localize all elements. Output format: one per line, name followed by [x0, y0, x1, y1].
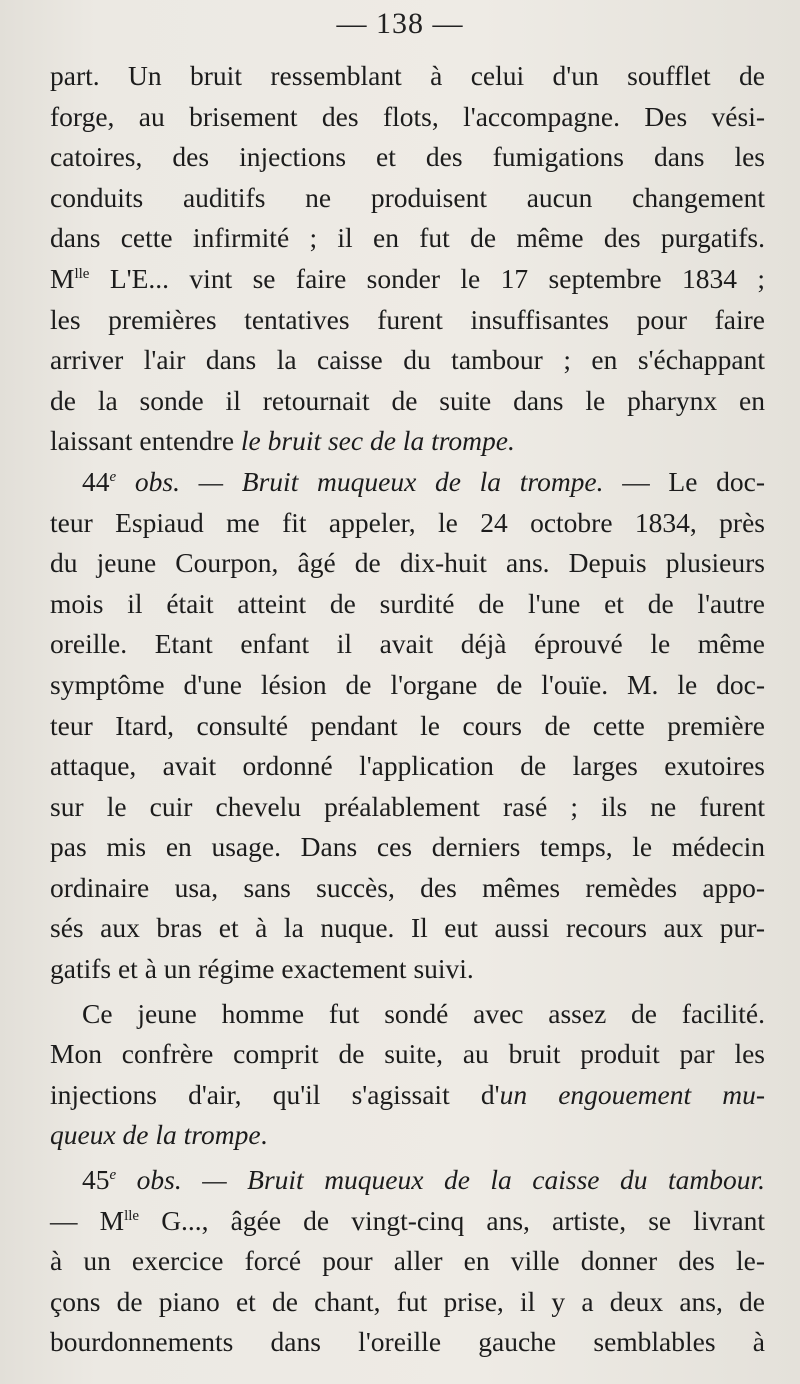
- text-line: ordinaire usa, sans succès, des mêmes remèdes appo-: [50, 871, 765, 903]
- text-line: Ce jeune homme fut sondé avec assez de facilité.: [82, 997, 765, 1029]
- text-line: les premières tentatives furent insuffisantes pour faire: [50, 303, 765, 335]
- text-line: symptôme d'une lésion de l'organe de l'ouïe. M. le doc-: [50, 668, 765, 700]
- text-line: teur Itard, consulté pendant le cours de cette première: [50, 709, 765, 741]
- text-line: çons de piano et de chant, fut prise, il y a deux ans, de: [50, 1285, 765, 1317]
- text-line: dans cette infirmité ; il en fut de même des purgatifs.: [50, 222, 765, 254]
- text-line: du jeune Courpon, âgé de dix-huit ans. Depuis plusieurs: [50, 547, 765, 579]
- text-line: injections d'air, qu'il s'agissait d'un engouement mu-: [50, 1078, 765, 1110]
- text-line: arriver l'air dans la caisse du tambour ; en s'échappant: [50, 344, 765, 376]
- text-line: attaque, avait ordonné l'application de larges exutoires: [50, 750, 765, 782]
- text-line: bourdonnements dans l'oreille gauche semblables à: [50, 1326, 765, 1358]
- observation-heading-45: 45e obs. — Bruit muqueux de la caisse du tambour.: [82, 1164, 765, 1196]
- text-line: à un exercice forcé pour aller en ville donner des le-: [50, 1245, 765, 1277]
- text-line: forge, au brisement des flots, l'accompagne. Des vési-: [50, 100, 765, 132]
- page-text: [50, 56, 765, 1363]
- text-line: teur Espiaud me fit appeler, le 24 octobre 1834, près: [50, 506, 765, 538]
- text-line: mois il était atteint de surdité de l'une et de l'autre: [50, 587, 765, 619]
- text-line: catoires, des injections et des fumigations dans les: [50, 141, 765, 173]
- text-line: gatifs et à un régime exactement suivi.: [50, 953, 474, 985]
- observation-heading-44: 44e obs. — Bruit muqueux de la trompe. — Le doc-: [82, 465, 765, 497]
- text-line: laissant entendre le bruit sec de la trompe.: [50, 425, 515, 457]
- text-line: Mon confrère comprit de suite, au bruit produit par les: [50, 1038, 765, 1070]
- text-line: sés aux bras et à la nuque. Il eut aussi recours aux pur-: [50, 912, 765, 944]
- page-number: — 138 —: [336, 7, 464, 40]
- text-line: conduits auditifs ne produisent aucun changement: [50, 181, 765, 213]
- text-line: — $M^{lle}$ G..., âgée de vingt-cinq ans, artiste, se livrant: [50, 1204, 766, 1236]
- text-line: de la sonde il retournait de suite dans le pharynx en: [50, 384, 765, 416]
- text-line: part. Un bruit ressemblant à celui d'un soufflet de: [50, 60, 765, 91]
- text-line: $M^{lle}$ L'E... vint se faire sonder le 17 septembre 1834 ;: [50, 262, 765, 294]
- text-line: sur le cuir chevelu préalablement rasé ; ils ne furent: [50, 790, 765, 822]
- text-line: pas mis en usage. Dans ces derniers temps, le médecin: [50, 831, 765, 863]
- text-line: oreille. Etant enfant il avait déjà éprouvé le même: [50, 628, 765, 660]
- text-line: queux de la trompe.: [50, 1119, 268, 1151]
